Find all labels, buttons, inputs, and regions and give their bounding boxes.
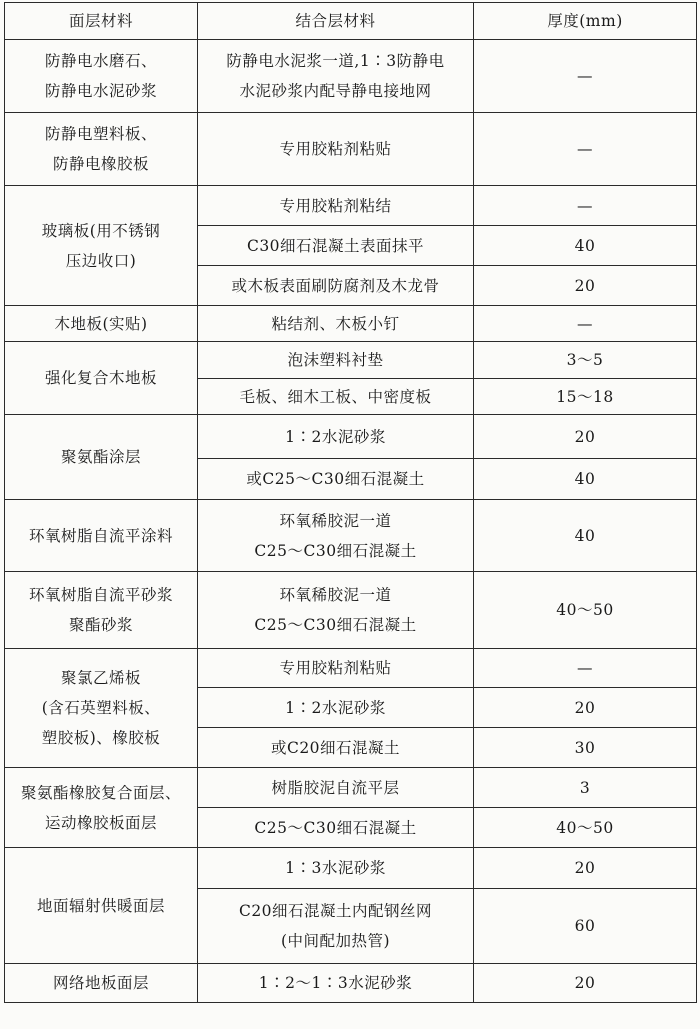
thickness-value: 40 bbox=[574, 236, 596, 255]
binder-material-text: 1∶3水泥砂浆 bbox=[285, 859, 386, 877]
binder-material-text: C20细石混凝土内配钢丝网 (中间配加热管) bbox=[238, 902, 433, 950]
surface-material-text: 聚氨酯橡胶复合面层、 运动橡胶板面层 bbox=[20, 783, 181, 832]
surface-material-text: 防静电塑料板、 防静电橡胶板 bbox=[44, 125, 157, 173]
thickness-cell bbox=[474, 40, 697, 113]
binder-material-cell bbox=[198, 889, 474, 964]
binder-material-cell bbox=[198, 226, 474, 266]
binder-material-text: 泡沫塑料衬垫 bbox=[287, 351, 384, 369]
surface-material-cell bbox=[5, 342, 198, 415]
surface-material-text: 玻璃板(用不锈钢 压边收口) bbox=[41, 221, 161, 270]
thickness-cell bbox=[474, 379, 697, 415]
table-row bbox=[5, 306, 697, 342]
surface-material-text: 强化复合木地板 bbox=[44, 369, 157, 387]
binder-material-cell bbox=[198, 572, 474, 649]
header-row bbox=[5, 3, 697, 40]
table-row bbox=[5, 500, 697, 572]
thickness-value: 40～50 bbox=[556, 818, 614, 837]
thickness-value: 20 bbox=[574, 859, 596, 877]
surface-material-cell bbox=[5, 186, 198, 306]
surface-material-cell bbox=[5, 964, 198, 1003]
binder-material-text: 或木板表面刷防腐剂及木龙骨 bbox=[231, 276, 440, 295]
binder-material-cell bbox=[198, 342, 474, 379]
binder-material-cell bbox=[198, 848, 474, 889]
thickness-cell bbox=[474, 728, 697, 768]
surface-material-cell bbox=[5, 768, 198, 848]
surface-material-text: 木地板(实贴) bbox=[54, 314, 148, 333]
table-row bbox=[5, 415, 697, 459]
thickness-cell bbox=[474, 649, 697, 688]
binder-material-text: 专用胶粘剂粘结 bbox=[279, 196, 392, 215]
thickness-cell bbox=[474, 415, 697, 459]
thickness-value: — bbox=[577, 67, 593, 85]
thickness-value: 20 bbox=[574, 427, 596, 446]
thickness-value: — bbox=[577, 314, 593, 333]
binder-material-text: 环氧稀胶泥一道 C25～C30细石混凝土 bbox=[254, 511, 417, 560]
thickness-value: 40～50 bbox=[556, 601, 614, 619]
surface-material-text: 环氧树脂自流平砂浆 聚酯砂浆 bbox=[28, 586, 173, 634]
binder-material-cell bbox=[198, 266, 474, 306]
thickness-cell bbox=[474, 964, 697, 1003]
table-body bbox=[5, 40, 697, 1003]
binder-material-text: 防静电水泥浆一道,1∶3防静电 水泥砂浆内配导静电接地网 bbox=[226, 52, 445, 100]
table-row bbox=[5, 964, 697, 1003]
binder-material-cell bbox=[198, 306, 474, 342]
thickness-value: 40 bbox=[574, 526, 596, 545]
thickness-cell bbox=[474, 226, 697, 266]
header-binder-material: 结合层材料 bbox=[198, 3, 474, 40]
surface-material-text: 地面辐射供暖面层 bbox=[36, 896, 165, 915]
binder-material-text: 毛板、细木工板、中密度板 bbox=[239, 387, 432, 406]
thickness-value: 60 bbox=[574, 917, 596, 935]
binder-material-text: 环氧稀胶泥一道 C25～C30细石混凝土 bbox=[254, 586, 417, 634]
binder-material-cell bbox=[198, 688, 474, 728]
thickness-value: 20 bbox=[574, 698, 596, 717]
binder-material-cell bbox=[198, 808, 474, 848]
binder-material-cell bbox=[198, 500, 474, 572]
surface-material-text: 网络地板面层 bbox=[52, 974, 149, 992]
thickness-value: 40 bbox=[574, 470, 596, 488]
surface-material-text: 环氧树脂自流平涂料 bbox=[28, 526, 173, 545]
surface-material-text: 防静电水磨石、 防静电水泥砂浆 bbox=[44, 52, 157, 100]
binder-material-text: 或C25～C30细石混凝土 bbox=[246, 470, 425, 488]
surface-material-text: 聚氨酯涂层 bbox=[60, 448, 141, 466]
header-thickness: 厚度(mm) bbox=[474, 3, 697, 40]
thickness-value: 30 bbox=[574, 738, 596, 757]
surface-material-cell bbox=[5, 848, 198, 964]
thickness-cell bbox=[474, 306, 697, 342]
binder-material-cell bbox=[198, 415, 474, 459]
header-surface-material: 面层材料 bbox=[5, 3, 198, 40]
binder-material-text: C25～C30细石混凝土 bbox=[254, 818, 417, 837]
binder-material-cell bbox=[198, 186, 474, 226]
surface-material-cell bbox=[5, 40, 198, 113]
binder-material-text: 或C20细石混凝土 bbox=[270, 738, 401, 757]
thickness-value: 3 bbox=[579, 778, 591, 797]
thickness-cell bbox=[474, 848, 697, 889]
binder-material-text: C30细石混凝土表面抹平 bbox=[246, 236, 425, 255]
thickness-cell bbox=[474, 500, 697, 572]
table-row bbox=[5, 848, 697, 889]
binder-material-cell bbox=[198, 768, 474, 808]
surface-material-cell bbox=[5, 415, 198, 500]
binder-material-text: 专用胶粘剂粘贴 bbox=[279, 140, 392, 158]
surface-material-cell bbox=[5, 500, 198, 572]
binder-material-text: 1∶2～1∶3水泥砂浆 bbox=[258, 974, 413, 992]
binder-material-text: 树脂胶泥自流平层 bbox=[271, 778, 400, 797]
thickness-value: 15～18 bbox=[556, 387, 614, 406]
thickness-cell bbox=[474, 342, 697, 379]
binder-material-cell bbox=[198, 113, 474, 186]
thickness-value: — bbox=[577, 659, 593, 677]
thickness-cell bbox=[474, 808, 697, 848]
thickness-cell bbox=[474, 459, 697, 500]
thickness-value: — bbox=[577, 196, 593, 215]
table-row bbox=[5, 768, 697, 808]
binder-material-text: 专用胶粘剂粘贴 bbox=[279, 659, 392, 677]
binder-material-cell bbox=[198, 40, 474, 113]
table-row bbox=[5, 113, 697, 186]
thickness-value: 20 bbox=[574, 276, 596, 295]
binder-material-text: 1∶2水泥砂浆 bbox=[285, 427, 386, 446]
surface-material-text: 聚氯乙烯板 (含石英塑料板、 塑胶板)、橡胶板 bbox=[41, 669, 161, 747]
thickness-cell bbox=[474, 186, 697, 226]
binder-material-cell bbox=[198, 459, 474, 500]
binder-material-text: 粘结剂、木板小钉 bbox=[271, 314, 400, 333]
surface-material-cell bbox=[5, 306, 198, 342]
thickness-cell bbox=[474, 768, 697, 808]
table-header bbox=[5, 3, 697, 40]
table-row bbox=[5, 40, 697, 113]
thickness-cell bbox=[474, 266, 697, 306]
binder-material-cell bbox=[198, 964, 474, 1003]
binder-material-text: 1∶2水泥砂浆 bbox=[285, 698, 386, 717]
thickness-value: — bbox=[577, 140, 593, 158]
table-row bbox=[5, 572, 697, 649]
thickness-value: 20 bbox=[574, 974, 596, 992]
table-row bbox=[5, 649, 697, 688]
thickness-cell bbox=[474, 572, 697, 649]
table-row bbox=[5, 342, 697, 379]
thickness-cell bbox=[474, 889, 697, 964]
thickness-cell bbox=[474, 688, 697, 728]
surface-material-cell bbox=[5, 113, 198, 186]
thickness-cell bbox=[474, 113, 697, 186]
table-row bbox=[5, 186, 697, 226]
thickness-value: 3～5 bbox=[566, 351, 604, 369]
floor-layer-table bbox=[4, 2, 697, 1003]
surface-material-cell bbox=[5, 649, 198, 768]
binder-material-cell bbox=[198, 379, 474, 415]
binder-material-cell bbox=[198, 649, 474, 688]
binder-material-cell bbox=[198, 728, 474, 768]
surface-material-cell bbox=[5, 572, 198, 649]
